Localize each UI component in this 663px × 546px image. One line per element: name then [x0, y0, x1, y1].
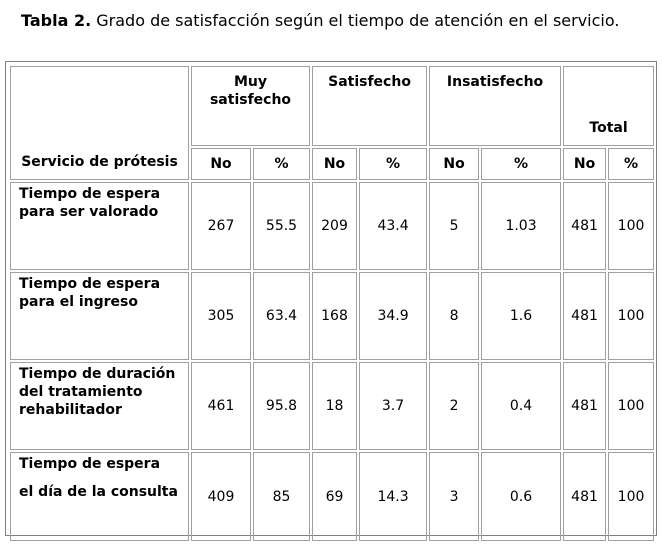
cell-value: 209 [312, 182, 357, 270]
cell-value: 0.6 [481, 452, 561, 541]
table-row [10, 452, 654, 541]
cell-value: 481 [563, 452, 606, 541]
cell-value: 409 [191, 452, 251, 541]
caption-text: Grado de satisfacción según el tiempo de atención en el servicio. [91, 11, 620, 30]
satisfaction-table [8, 64, 656, 543]
row-label-consulta-line1: Tiempo de espera [19, 456, 161, 472]
header-satisfecho: Satisfecho [312, 66, 427, 146]
table-row [10, 362, 654, 450]
cell-value: 3.7 [359, 362, 427, 450]
caption-label: Tabla 2. [21, 11, 92, 30]
cell-value: 5 [429, 182, 479, 270]
cell-value: 100 [608, 452, 654, 541]
subheader-pct-total: % [608, 148, 654, 180]
cell-value: 461 [191, 362, 251, 450]
cell-value: 100 [608, 182, 654, 270]
header-row-groups [10, 66, 654, 146]
cell-value: 100 [608, 272, 654, 360]
cell-value: 85 [253, 452, 310, 541]
cell-value: 43.4 [359, 182, 427, 270]
cell-value: 1.03 [481, 182, 561, 270]
cell-value: 481 [563, 272, 606, 360]
cell-value: 1.6 [481, 272, 561, 360]
cell-value: 55.5 [253, 182, 310, 270]
subheader-no-insat: No [429, 148, 479, 180]
cell-value: 3 [429, 452, 479, 541]
cell-value: 100 [608, 362, 654, 450]
header-muy-satisfecho: Muy satisfecho [191, 66, 310, 146]
header-insatisfecho: Insatisfecho [429, 66, 561, 146]
cell-value: 18 [312, 362, 357, 450]
table-frame [5, 61, 657, 536]
cell-value: 95.8 [253, 362, 310, 450]
row-label-tratamiento: Tiempo de duración del tratamiento rehabilitador [10, 362, 189, 450]
cell-value: 14.3 [359, 452, 427, 541]
header-total: Total [563, 66, 654, 146]
cell-value: 0.4 [481, 362, 561, 450]
subheader-no-muy: No [191, 148, 251, 180]
row-label-ingreso: Tiempo de espera para el ingreso [10, 272, 189, 360]
row-label-valorado: Tiempo de espera para ser valorado [10, 182, 189, 270]
row-label-consulta-line2: el día de la consulta [19, 484, 178, 500]
cell-value: 34.9 [359, 272, 427, 360]
cell-value: 69 [312, 452, 357, 541]
cell-value: 481 [563, 182, 606, 270]
table-row [10, 272, 654, 360]
cell-value: 267 [191, 182, 251, 270]
cell-value: 63.4 [253, 272, 310, 360]
subheader-pct-sat: % [359, 148, 427, 180]
row-label-consulta [10, 452, 189, 541]
cell-value: 168 [312, 272, 357, 360]
cell-value: 2 [429, 362, 479, 450]
cell-value: 481 [563, 362, 606, 450]
table-row [10, 182, 654, 270]
table-caption [21, 10, 637, 32]
subheader-pct-muy: % [253, 148, 310, 180]
service-header: Servicio de prótesis [10, 66, 189, 180]
cell-value: 8 [429, 272, 479, 360]
subheader-no-sat: No [312, 148, 357, 180]
subheader-no-total: No [563, 148, 606, 180]
subheader-pct-insat: % [481, 148, 561, 180]
cell-value: 305 [191, 272, 251, 360]
